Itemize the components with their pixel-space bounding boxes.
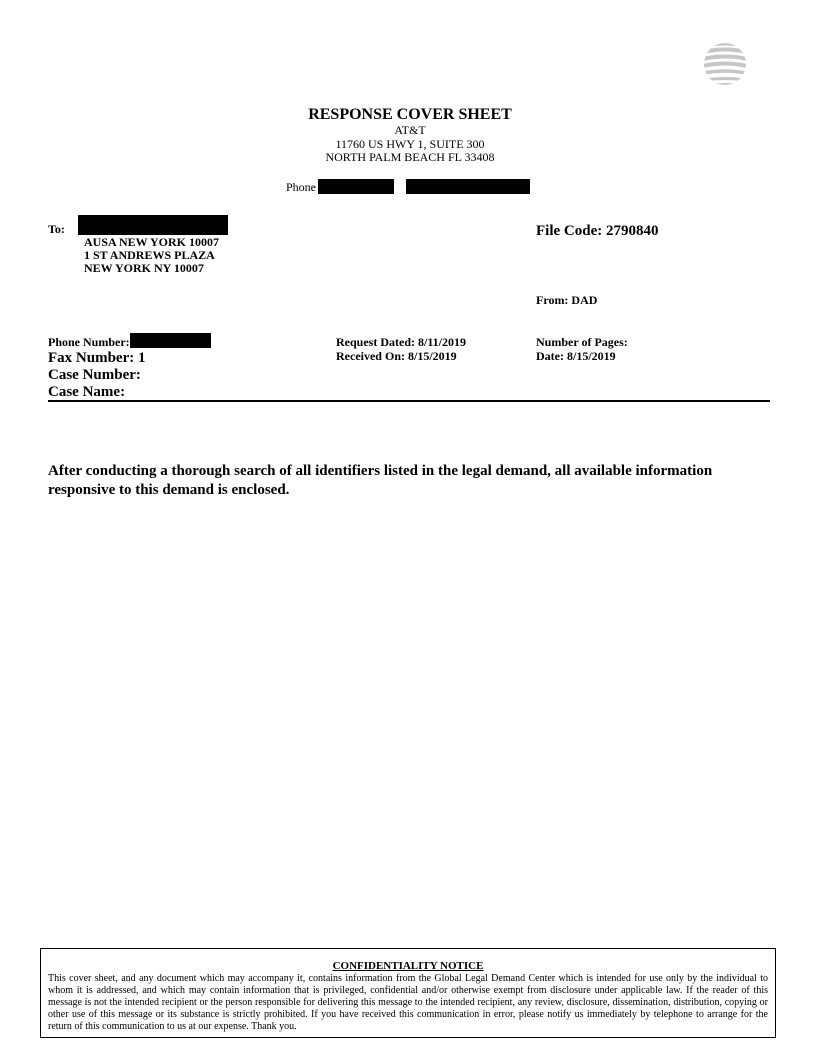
header-phone-label: Phone — [286, 180, 316, 194]
company-name: AT&T — [394, 123, 426, 137]
divider — [48, 400, 770, 402]
redacted-phone-2 — [406, 179, 530, 194]
file-code: File Code: 2790840 — [536, 223, 659, 239]
redacted-recipient-name — [78, 215, 228, 235]
case-name-label: Case Name: — [48, 384, 126, 400]
phone-number-label: Phone Number: — [48, 335, 130, 349]
to-label: To: — [48, 222, 65, 236]
notice-title: CONFIDENTIALITY NOTICE — [332, 960, 484, 972]
request-dated: Request Dated: 8/11/2019 — [336, 335, 466, 349]
page-title: RESPONSE COVER SHEET — [308, 106, 512, 123]
from-field: From: DAD — [536, 293, 598, 307]
redacted-phone-number — [130, 333, 211, 348]
recipient-line-1: AUSA NEW YORK 10007 — [84, 235, 220, 249]
address-line-1: 11760 US HWY 1, SUITE 300 — [335, 137, 485, 151]
date-field: Date: 8/15/2019 — [536, 349, 616, 363]
recipient-line-3: NEW YORK NY 10007 — [84, 261, 204, 275]
number-of-pages: Number of Pages: — [536, 335, 628, 349]
recipient-line-2: 1 ST ANDREWS PLAZA — [84, 248, 215, 262]
recipient-address — [84, 236, 219, 275]
response-statement: After conducting a thorough search of all identifiers listed in the legal demand, all available information responsive to this demand is enclosed. — [48, 463, 713, 498]
att-globe-icon — [703, 42, 747, 86]
received-on: Received On: 8/15/2019 — [336, 349, 457, 363]
case-number-label: Case Number: — [48, 367, 141, 383]
address-line-2: NORTH PALM BEACH FL 33408 — [325, 150, 495, 164]
redacted-phone-1 — [318, 179, 394, 194]
notice-text: This cover sheet, and any document which may accompany it, contains information from the Global Legal Demand Center which is intended for use only by the individual to whom it is addressed, and which may contain information that is privileged, confidential and/or otherwise exempt from disclosure under applicable law. If the reader of this message is not the intended recipient or the person responsible for delivering this message to the intended recipient, any review, disclosure, dissemination, distribution, copying or other use of this message or its substance is strictly prohibited. If you have received this communication in error, please notify us immediately by telephone to arrange for the return of this communication to us at our expense. Thank you. — [48, 973, 768, 1032]
fax-number: Fax Number: 1 — [48, 350, 146, 366]
confidentiality-notice — [40, 948, 776, 1038]
